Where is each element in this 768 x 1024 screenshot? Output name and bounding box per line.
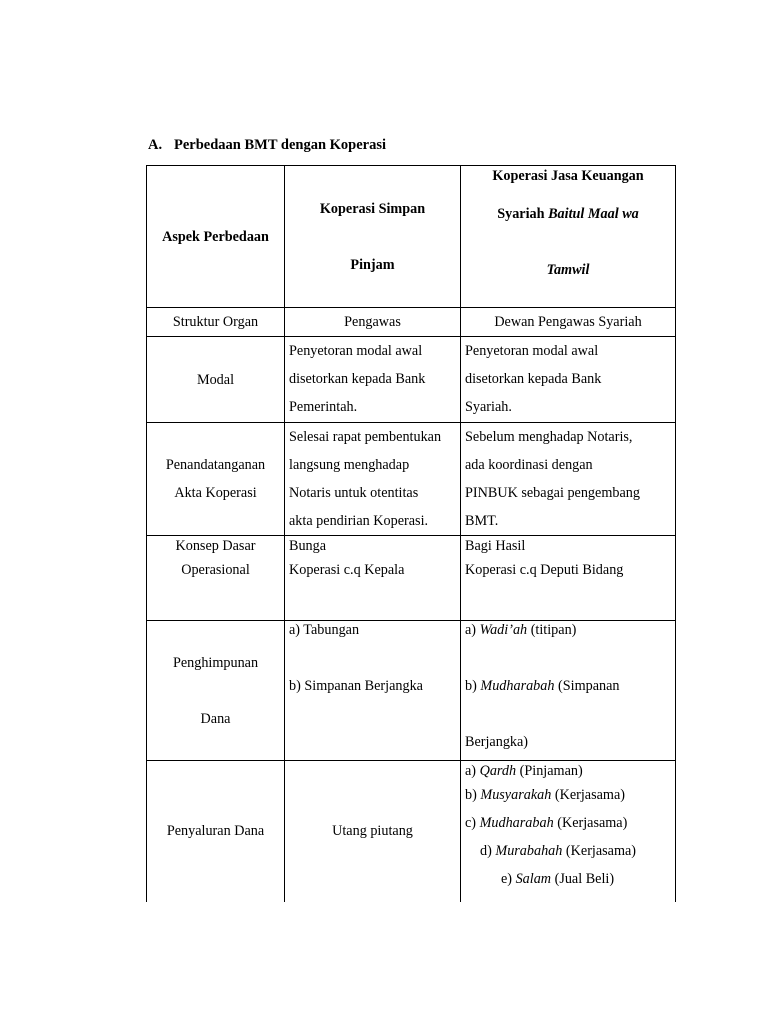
cell-ksp: a) Tabungan b) Simpanan Berjangka [285, 621, 461, 761]
cell-aspect: Konsep Dasar Operasional [147, 536, 285, 621]
cell-aspect: Penandatanganan Akta Koperasi [147, 423, 285, 536]
list-item: a) Qardh (Pinjaman) [465, 763, 583, 779]
cell-aspect: Penghimpunan Dana [147, 621, 285, 761]
table-row [147, 761, 676, 902]
cell-kjks: Bagi Hasil Koperasi c.q Deputi Bidang [461, 536, 676, 621]
section-number: A. [148, 137, 163, 153]
cell-kjks: Penyetoran modal awal disetorkan kepada Bank Syariah. [461, 337, 676, 423]
cell-ksp: Utang piutang [285, 761, 461, 902]
list-item: e) Salam (Jual Beli) [501, 871, 615, 887]
cell-ksp: Selesai rapat pembentukan langsung menghadap Notaris untuk otentitas akta pendirian Koperasi. [285, 423, 461, 536]
cell-kjks: a) Wadi’ah (titipan) b) Mudharabah (Simpanan Berjangka) [461, 621, 676, 761]
cell-ksp: Pengawas [285, 308, 461, 337]
section-title: Perbedaan BMT dengan Koperasi [174, 137, 387, 153]
header-aspect: Aspek Perbedaan [147, 166, 285, 308]
header-kjks: Koperasi Jasa Keuangan Syariah Baitul Maal wa Tamwil [461, 166, 676, 308]
cell-ksp: Penyetoran modal awal disetorkan kepada Bank Pemerintah. [285, 337, 461, 423]
cell-kjks [461, 761, 676, 902]
cell-ksp: Bunga Koperasi c.q Kepala [285, 536, 461, 621]
table-row [147, 337, 676, 423]
cell-kjks: Dewan Pengawas Syariah [461, 308, 676, 337]
list-item: c) Mudharabah (Kerjasama) [465, 815, 628, 831]
table-row [147, 536, 676, 621]
table-header-row [147, 166, 676, 308]
table-row [147, 621, 676, 761]
cell-aspect: Penyaluran Dana [147, 761, 285, 902]
table-row [147, 423, 676, 536]
list-item: b) Musyarakah (Kerjasama) [465, 787, 625, 803]
cell-aspect: Struktur Organ [147, 308, 285, 337]
cell-aspect: Modal [147, 337, 285, 423]
cell-kjks: Sebelum menghadap Notaris, ada koordinasi dengan PINBUK sebagai pengembang BMT. [461, 423, 676, 536]
header-ksp: Koperasi Simpan Pinjam [285, 166, 461, 308]
section-heading [148, 137, 386, 154]
comparison-table [146, 165, 676, 902]
list-item: d) Murabahah (Kerjasama) [480, 843, 637, 859]
table-row [147, 308, 676, 337]
